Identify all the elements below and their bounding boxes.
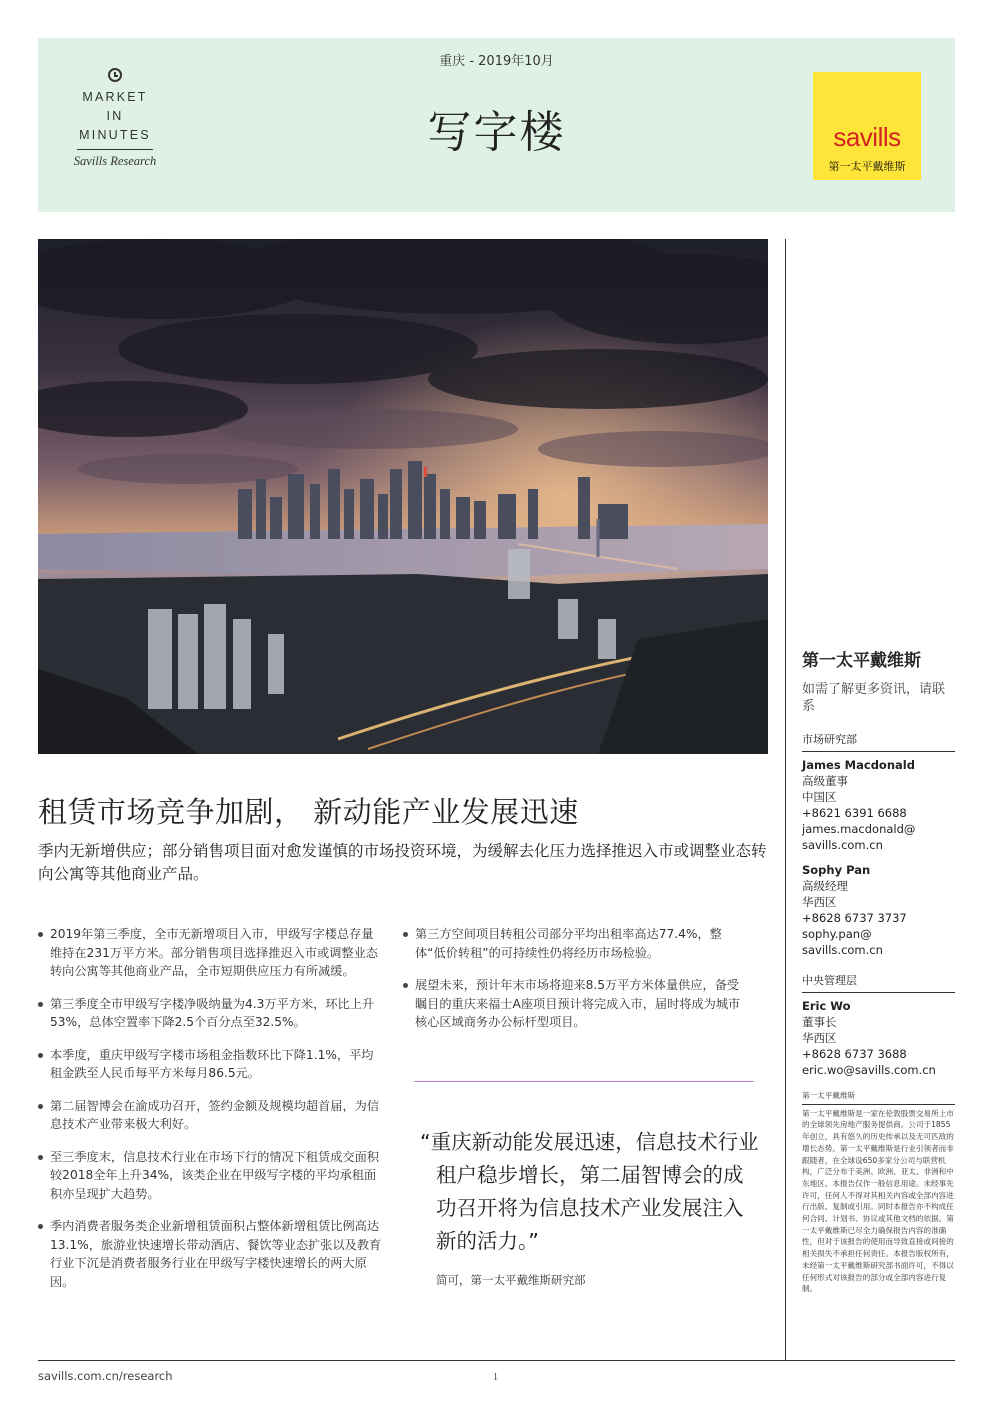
contact-email-domain[interactable]: savills.com.cn <box>802 943 883 957</box>
logo-line-3: MINUTES <box>79 128 151 142</box>
article-standfirst: 季内无新增供应；部分销售项目面对愈发谨慎的市场投资环境，为缓解去化压力选择推迟入市或调整业态转向公寓等其他商业产品。 <box>38 842 767 883</box>
pull-quote-text: “重庆新动能发展迅速，信息技术行业租户稳步增长，第二届智博会的成功召开将为信息技术产业发展注入新的活力。” <box>420 1130 759 1253</box>
contact-email[interactable]: james.macdonald@ <box>802 822 916 836</box>
quote-divider <box>414 1081 754 1082</box>
dateline: 重庆 - 2019年10月 <box>439 54 554 69</box>
research-contacts <box>802 731 955 958</box>
management-section-label: 中央管理层 <box>802 972 955 993</box>
page-title: 写字楼 <box>427 107 566 158</box>
disclaimer-text: 第一太平戴维斯是一家在伦敦股票交易所上市的全球领先房地产服务提供商。公司于1855年创立，具有悠久的历史传承以及无可匹敌的增长态势。第一太平戴维斯是行业引领者而非跟随者，在全球设650多家分公司与联营机构，广泛分布于美洲、欧洲、亚太、非洲和中东地区。本报告仅作一般信息用途。未经事先许可，任何人不得对其相关内容或全部内容进行出版、复制或引用。同时本报告亦不构成任何合同、计划书、协议或其他文档的依据。第一太平戴维斯已尽全力确保报告内容的准确性，但对于该报告的使用而导致直接或间接的相关损失不承担任何责任。本报告版权所有，未经第一太平戴维斯研究部书面许可，不得以任何形式对该报告的部分或全部内容进行复制。 <box>802 1108 954 1294</box>
contact-region: 中国区 <box>802 790 837 804</box>
contact-name: Sophy Pan <box>802 863 871 877</box>
savills-wordmark: savills <box>833 122 901 152</box>
list-item: 第三方空间项目转租公司部分平均出租率高达77.4%，整体“低价转租”的可持续性仍将经历市场检验。 <box>403 925 751 962</box>
list-item: 至三季度末，信息技术行业在市场下行的情况下租赁成交面积较2018全年上升34%，该类企业在甲级写字楼的平均承租面积亦呈现扩大趋势。 <box>38 1148 383 1204</box>
contact-title: 高级经理 <box>802 879 848 893</box>
savills-chinese-name: 第一太平戴维斯 <box>828 160 906 173</box>
contact-name: James Macdonald <box>802 758 915 772</box>
contact-email[interactable]: eric.wo@savills.com.cn <box>802 1063 936 1077</box>
article-headline: 租赁市场竞争加剧， 新动能产业发展迅速 <box>38 795 579 829</box>
list-item: 第二届智博会在渝成功召开，签约金额及规模均超首届，为信息技术产业带来极大利好。 <box>38 1097 383 1134</box>
contact-phone: +8628 6737 3688 <box>802 1047 907 1061</box>
contact-name: Eric Wo <box>802 999 851 1013</box>
page-number: 1 <box>493 1372 498 1383</box>
chongqing-skyline-photo <box>38 239 768 754</box>
column-divider <box>785 239 786 1360</box>
quote-attribution: 简可，第一太平戴维斯研究部 <box>436 1273 586 1287</box>
research-section-label: 市场研究部 <box>802 731 955 752</box>
footer-link[interactable]: savills.com.cn/research <box>38 1369 173 1383</box>
logo-line-2: IN <box>106 109 124 123</box>
list-item: 展望未来，预计年末市场将迎来8.5万平方米体量供应，备受瞩目的重庆来福士A座项目预计将完成入市，届时将成为城市核心区域商务办公标杆型项目。 <box>403 976 751 1032</box>
savills-logo <box>813 72 921 180</box>
contact-card <box>802 862 955 958</box>
pull-quote <box>420 1126 760 1258</box>
list-item: 第三季度全市甲级写字楼净吸纳量为4.3万平方米，环比上升53%，总体空置率下降2.5个百分点至32.5%。 <box>38 995 383 1032</box>
list-item: 本季度，重庆甲级写字楼市场租金指数环比下降1.1%，平均租金跌至人民币每平方米每月86.5元。 <box>38 1046 383 1083</box>
footer-divider <box>38 1360 955 1361</box>
contact-title: 董事长 <box>802 1015 837 1029</box>
sidebar-intro: 如需了解更多资讯，请联系 <box>802 682 946 714</box>
sidebar-brand: 第一太平戴维斯 <box>802 651 921 671</box>
contact-card <box>802 757 955 853</box>
bullet-list-right <box>403 925 751 1046</box>
contact-phone: +8628 6737 3737 <box>802 911 907 925</box>
contact-region: 华西区 <box>802 895 837 909</box>
management-contacts <box>802 972 955 1078</box>
contact-region: 华西区 <box>802 1031 837 1045</box>
contact-email-domain[interactable]: savills.com.cn <box>802 838 883 852</box>
list-item: 季内消费者服务类企业新增租赁面积占整体新增租赁比例高达13.1%，旅游业快速增长带动酒店、餐饮等业态扩张以及教育行业下沉是消费者服务行业在甲级写字楼快速增长的两大原因。 <box>38 1217 383 1291</box>
contact-card <box>802 998 955 1078</box>
list-item: 2019年第三季度，全市无新增项目入市，甲级写字楼总存量维持在231万平方米。部分销售项目选择推迟入市或调整业态转向公寓等其他商业产品，全市短期供应压力有所减缓。 <box>38 925 383 981</box>
header-band <box>38 38 955 212</box>
bullet-list-left <box>38 925 383 1305</box>
logo-line-1: MARKET <box>82 90 148 104</box>
contact-email[interactable]: sophy.pan@ <box>802 927 872 941</box>
disclaimer-title: 第一太平戴维斯 <box>802 1090 955 1105</box>
logo-subtitle: Savills Research <box>73 154 157 168</box>
disclaimer <box>802 1090 955 1295</box>
clock-icon <box>108 68 122 82</box>
contact-title: 高级董事 <box>802 774 848 788</box>
contact-phone: +8621 6391 6688 <box>802 806 907 820</box>
